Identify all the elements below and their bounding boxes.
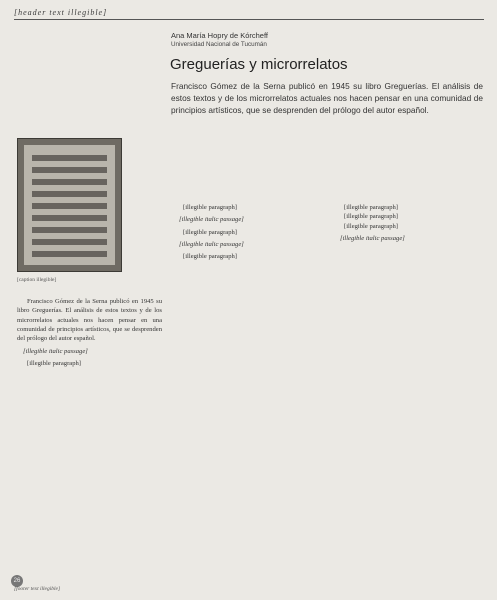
author-name: Ana María Hopry de Kórcheff — [171, 31, 268, 40]
body-paragraph: [illegible paragraph] — [183, 228, 238, 236]
body-paragraph: [illegible paragraph] — [344, 204, 399, 211]
body-paragraph: [illegible paragraph] — [183, 204, 238, 211]
body-paragraph: [illegible paragraph] — [183, 253, 238, 261]
photo-text-band — [32, 227, 107, 233]
photo-text-band — [32, 239, 107, 245]
photo-text-band — [32, 167, 107, 173]
book-cover-photo — [17, 138, 122, 272]
photo-text-band — [32, 203, 107, 209]
quote-paragraph: [illegible italic passage] — [179, 216, 244, 224]
body-column-3 — [334, 203, 485, 573]
author-affiliation: Universidad Nacional de Tucumán — [171, 41, 267, 48]
quote-paragraph: [illegible italic passage] — [23, 347, 88, 355]
body-paragraph: [illegible paragraph] — [344, 222, 399, 230]
article-abstract: Francisco Gómez de la Serna publicó en 1945 su libro Greguerías. El análisis de estos textos y de los microrrelatos actuales nos hacen pensar en una comunidad de principios artísticos, que se desprenden del prólogo del autor español. — [171, 81, 483, 115]
photo-text-band — [32, 215, 107, 221]
body-paragraph: Francisco Gómez de la Serna publicó en 1945 su libro Greguerías. El análisis de estos textos y de los microrrelatos actuales nos hacen pensar en una comunidad de principios artísticos, que se desprenden del prólogo del autor español. — [17, 298, 162, 343]
body-column-2 — [173, 203, 323, 573]
header-rule — [14, 19, 484, 20]
running-header: [header text illegible] — [14, 8, 108, 17]
footer-citation: [footer text illegible] — [14, 586, 61, 592]
photo-texture — [24, 145, 115, 265]
photo-caption: [caption illegible] — [17, 277, 57, 283]
quote-paragraph: [illegible italic passage] — [340, 235, 405, 243]
body-paragraph: [illegible paragraph] — [27, 360, 82, 368]
photo-text-band — [32, 251, 107, 257]
body-column-1 — [17, 297, 162, 572]
body-paragraph: [illegible paragraph] — [344, 213, 399, 221]
quote-paragraph: [illegible italic passage] — [179, 241, 244, 249]
article-title: Greguerías y microrrelatos — [170, 56, 348, 73]
photo-text-band — [32, 179, 107, 185]
photo-text-band — [32, 155, 107, 161]
photo-text-band — [32, 191, 107, 197]
page-number: 26 — [11, 575, 23, 587]
